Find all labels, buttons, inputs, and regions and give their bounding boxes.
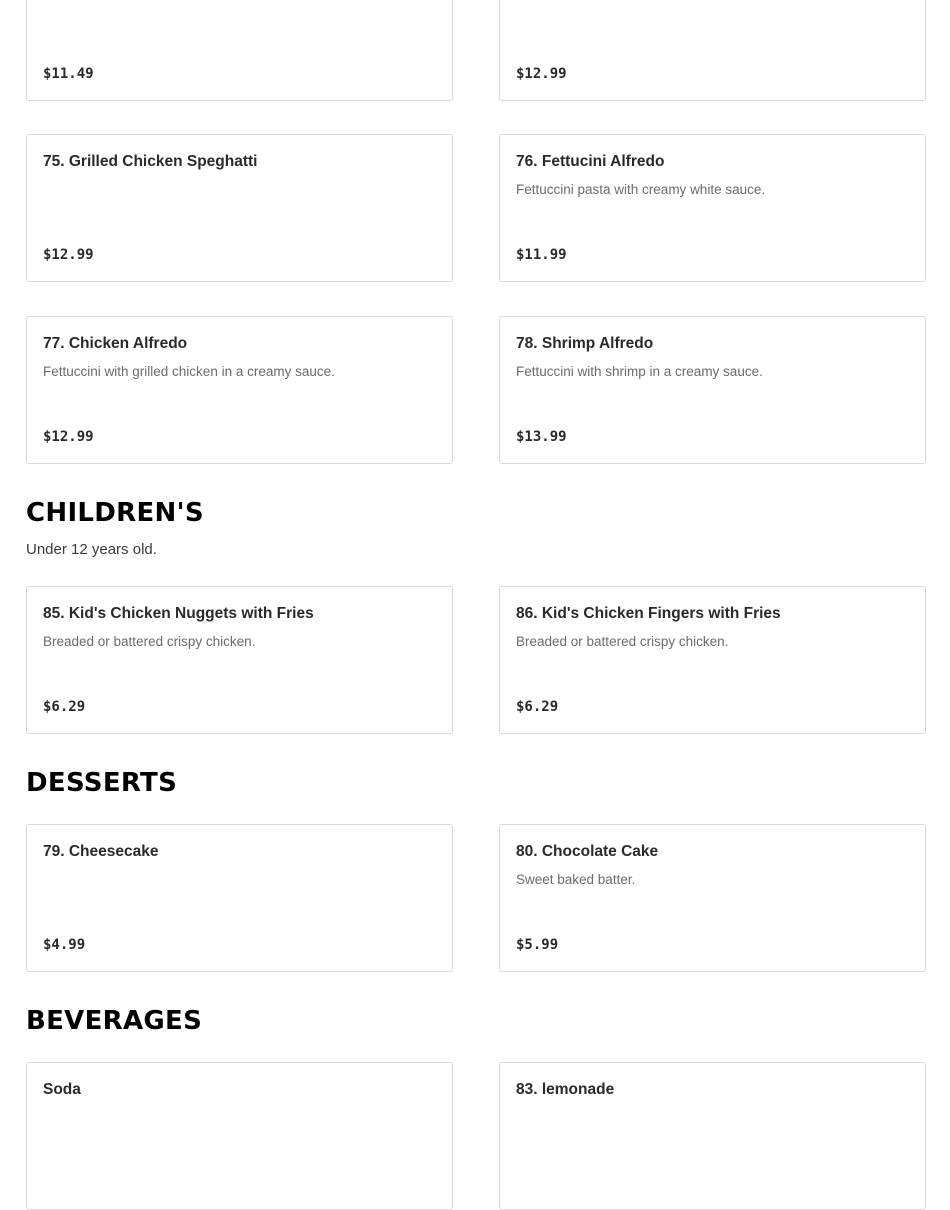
- menu-item-card[interactable]: [26, 0, 453, 101]
- item-price: $11.99: [516, 247, 567, 263]
- menu-item-card[interactable]: [499, 1062, 926, 1210]
- item-price: $12.99: [516, 66, 567, 82]
- item-description: Breaded or battered crispy chicken.: [43, 634, 256, 649]
- menu-item-card[interactable]: [499, 824, 926, 972]
- section-title-childrens: CHILDREN'S: [26, 498, 204, 528]
- item-name: 80. Chocolate Cake: [516, 843, 659, 860]
- item-price: $13.99: [516, 429, 567, 445]
- section-subtitle: Under 12 years old.: [26, 541, 157, 558]
- menu-item-card[interactable]: [499, 134, 926, 282]
- item-name: 78. Shrimp Alfredo: [516, 335, 654, 352]
- item-description: Sweet baked batter.: [516, 872, 636, 887]
- item-price: $6.29: [43, 699, 86, 715]
- item-price: $5.99: [516, 937, 559, 953]
- item-price: $12.99: [43, 429, 94, 445]
- menu-item-card[interactable]: [26, 134, 453, 282]
- item-description: Fettuccini with grilled chicken in a creamy sauce.: [43, 364, 335, 379]
- menu-item-card[interactable]: [499, 0, 926, 101]
- item-name: 85. Kid's Chicken Nuggets with Fries: [43, 605, 314, 622]
- menu-item-card[interactable]: [499, 316, 926, 464]
- menu-item-card[interactable]: [26, 586, 453, 734]
- item-price: $12.99: [43, 247, 94, 263]
- item-name: 77. Chicken Alfredo: [43, 335, 188, 352]
- item-price: $4.99: [43, 937, 86, 953]
- section-title-desserts: DESSERTS: [26, 768, 178, 798]
- item-name: 83. lemonade: [516, 1081, 615, 1098]
- item-price: $6.29: [516, 699, 559, 715]
- menu-item-card[interactable]: [26, 824, 453, 972]
- item-name: 75. Grilled Chicken Speghatti: [43, 153, 258, 170]
- menu-item-card[interactable]: [499, 586, 926, 734]
- item-name: 86. Kid's Chicken Fingers with Fries: [516, 605, 781, 622]
- item-name: 76. Fettucini Alfredo: [516, 153, 665, 170]
- section-title-beverages: BEVERAGES: [26, 1006, 203, 1036]
- menu-item-card[interactable]: [26, 1062, 453, 1210]
- item-price: $11.49: [43, 66, 94, 82]
- item-name: Soda: [43, 1081, 81, 1098]
- item-description: Fettuccini with shrimp in a creamy sauce.: [516, 364, 763, 379]
- item-description: Fettuccini pasta with creamy white sauce.: [516, 182, 766, 197]
- item-name: 79. Cheesecake: [43, 843, 159, 860]
- menu-item-card[interactable]: [26, 316, 453, 464]
- item-description: Breaded or battered crispy chicken.: [516, 634, 729, 649]
